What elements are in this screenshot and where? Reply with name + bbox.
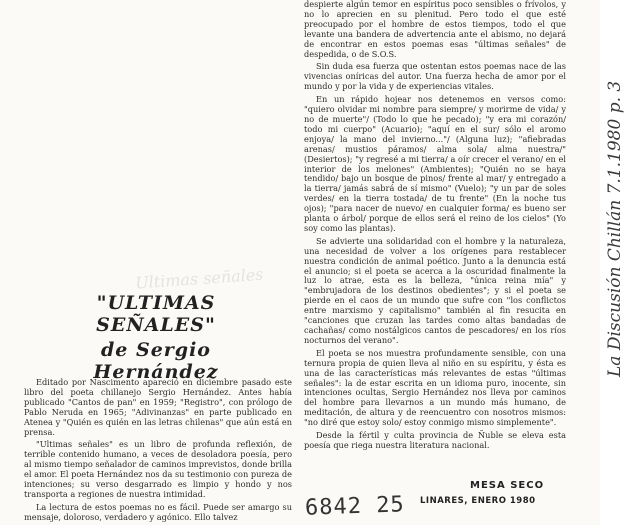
- right-paragraph-6: Desde la fértil y culta provincia de Ñuble se eleva esta poesía que riega nuestra literatura nacional.: [304, 430, 566, 450]
- left-paragraph-3: La lectura de estos poemas no es fácil. Puede ser amargo su mensaje, doloroso, verdadero y agónico. Ello talvez: [24, 501, 292, 522]
- bleed-through-text: Ultimas señales: [134, 264, 265, 293]
- article-headline: [36, 292, 276, 383]
- right-paragraph-5: El poeta se nos muestra profundamente sensible, con una ternura propia de quien lleva al niño en su espíritu, y ésta es una de las características más relevantes de estas "últimas señales": la de estar escrita en un idioma puro, inocente, sin intenciones ocultas, Sergio Hernández nos lleva por caminos del hombre para llevarnos a un mundo más humano, de meditación, de altura y de reencuentro con nosotros mismos: "no diré que estoy solo/ estoy conmigo mismo simplemente".: [304, 347, 566, 428]
- right-paragraph-4: Se advierte una solidaridad con el hombre y la naturaleza, una necesidad de volver a los orígenes para restablecer nuestra condición de animal poético. Junto a la denuncia está el anuncio; si el poeta se acerca a la oscuridad finalmente la luz lo atrae, esta es la belleza, "única reina mía" y "embrujadora de los destinos obedientes"; y si el poeta se pierde en el caos de un mundo que sufre con "los conflictos entre marxismo y capitalismo" también al fin resucita en "canciones que cruzan las tardes como altas bandadas de cachañas/ como nostálgicos cantos de pescadores/ en los ríos nocturnos del verano".: [304, 235, 566, 345]
- right-text-column: [304, 0, 566, 452]
- byline-author: MESA SECO: [470, 480, 545, 491]
- headline-title: "ULTIMAS SEÑALES": [96, 292, 216, 336]
- left-paragraph-2: "Ultimas señales" es un libro de profunda reflexión, de terrible contenido humano, a veces de desoladora poesía, pero al mismo tiempo señalador de caminos imprevistos, donde brilla el amor. El poeta Hernández nos da su testimonio con pureza de intenciones; su verso desgarrado es limpio y hondo y nos transporta a regiones de nuestra intimidad.: [24, 439, 292, 499]
- right-paragraph-1: despierte algún temor en espíritus poco sensibles o frívolos, y no lo aprecien en su plenitud. Pero todo el que esté preocupado por el hombre de estos tiempos, todo el que levante una bandera de advertencia ante el abismo, no dejará de encontrar en estos poemas esas "últimas señales" de despedida, o de S.O.S.: [304, 0, 566, 59]
- archive-stamp-number: 6842 25: [304, 492, 406, 521]
- left-text-column: [24, 378, 292, 520]
- byline-place-date: LINARES, ENERO 1980: [420, 496, 536, 506]
- handwritten-source-note: La Discusión Chillán 7.1.1980 p. 3: [605, 80, 625, 377]
- headline-subtitle: de Sergio Hernández: [93, 339, 219, 383]
- right-paragraph-2: Sin duda esa fuerza que ostentan estos poemas nace de las vivencias oníricas del autor. Una fuerza hecha de amor por el mundo y por la vida y de experiencias vitales.: [304, 61, 566, 92]
- right-paragraph-3: En un rápido hojear nos detenemos en versos como: "quiero olvidar mi nombre para siempre/ y morirme de vida/ y no de muerte"/ (Todo lo que he pecado); "y era mi corazón/ todo mi cuerpo" (Acuario); "aquí en el sur/ sólo el aromo enjoya/ la mano del invierno..."/ (Alguna luz); "afiebradas arenas/ mustios páramos/ alma sola/ alma nuestra/" (Desiertos); "y regresé a mi tierra/ a oír crecer el verano/ en el interior de los melones" (Ambientes); "Quién no se haya tendido/ bajo un bosque de pinos/ frente al mar/ y entregado a la tierra/ jamás sabrá de sí mismo" (Vuelo); "y un par de soles verdes/ en la tierra tostada/ de tu frente" (En la noche tus ojos); "para nacer de nuevo/ en cualquier forma/ es bueno ser planta o árbol/ porque de ellos será el reino de los cielos" (Yo soy como las plantas).: [304, 94, 566, 233]
- left-paragraph-1: Editado por Nascimento apareció en diciembre pasado este libro del poeta chillanejo Sergio Hernández. Antes había publicado "Cantos de pan" en 1959; "Registro", con prólogo de Pablo Neruda en 1965; "Adivinanzas" en parte publicado en Atenea y "Quién es quién en las letras chilenas" que aún está en prensa.: [24, 377, 292, 437]
